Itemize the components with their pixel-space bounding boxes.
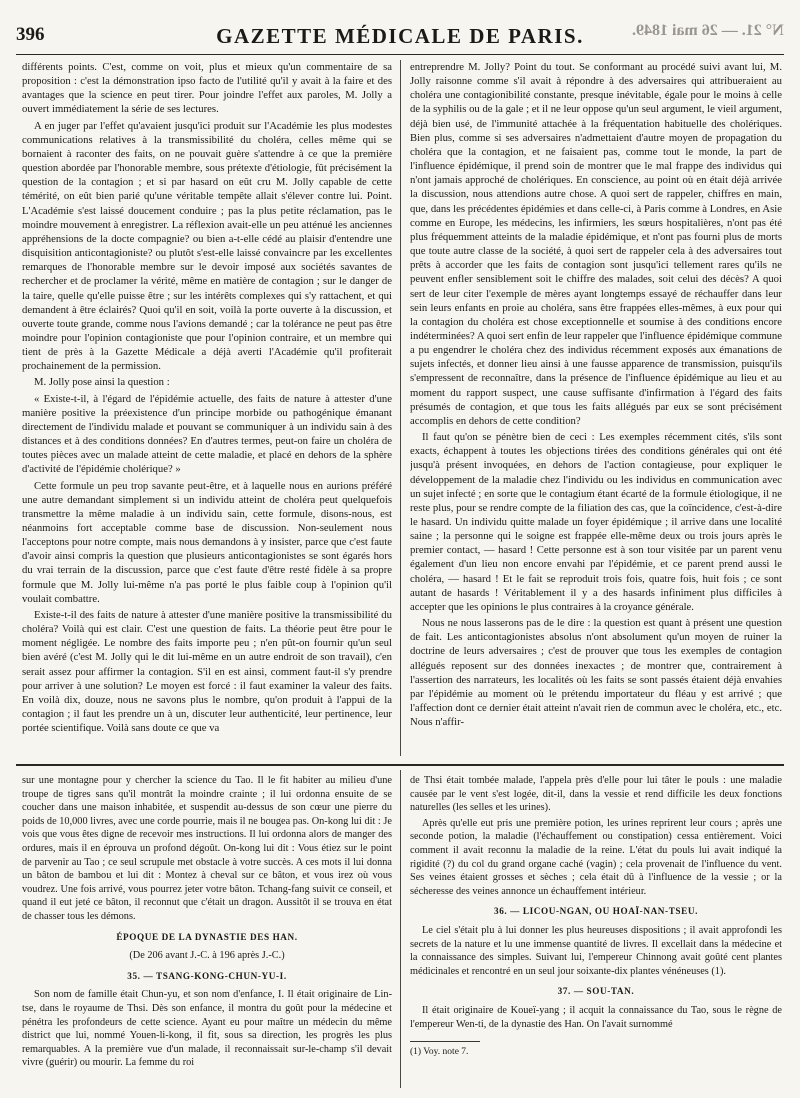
paragraph: Après qu'elle eut pris une première potion, les urines reprirent leur cours ; après une seconde potion, la maladie (l'échauffement ou constipation) cessa entièrement. Voici comment il avait reconnu la maladie de la reine. L'état du pouls lui avait indiqué la rigidité (?) du col du grand organe caché (vagin) ; cela provenait de l'influence du vent. Ses veines étaient grosses et sèches ; cela était dû à l'influence de la vessie ; or la sécheresse des veines annonce un échauffement intérieur.: [410, 817, 782, 897]
feuilleton-column-right: [410, 774, 782, 1090]
column-divider: [400, 60, 401, 756]
paragraph: Il faut qu'on se pénètre bien de ceci : Les exemples récemment cités, s'ils sont exacts, échappent à toutes les objections tirées des conditions générales qui ont été jusqu'à présent invoquées, en dehors de l'action contagieuse, pour expliquer le développement de la maladie chez l'individu ou les individus en communication avec un sujet infecté ; en sorte que le contagium étant écarté de la formule étiologique, il ne reste plus, pour se rendre compte de la filiation des cas, que la coïncidence, c'est-à-dire le hasard. Un individu quitte malade un foyer épidémique ; il arrive dans une localité saine ; la personne qui le soigne est frappée elle-même deux ou trois jours après le premier contact, — hasard ! Cette personne est à son tour visitée par un parent venu également d'un lieu non encore envahi par l'épidémie, et ce parent prend aussi le choléra, — hasard ! Et le fait se reproduit trois fois, quatre fois, huit fois ; ce sont autant de hasards ! Véritablement il y a des hasards infiniment plus difficiles à accepter que les opinions le plus contraires à la croyance générale.: [410, 431, 782, 613]
paragraph: Son nom de famille était Chun-yu, et son nom d'enfance, I. Il était originaire de Lin-tse, dans le royaume de Thsi. Dès son enfance, il montra du goût pour la médecine et pénétra les profondeurs de cette science. Ayant eu pour maître un médecin du même district que lui, nommé Youen-li-kong, il fit, sous sa direction, les progrès les plus remarquables. A la première vue d'un malade, il reconnaissait sur-le-champ s'il devait vivre (guérir) ou mourir. La femme du roi: [22, 989, 392, 1069]
entry-heading: 37. — SOU-TAN.: [557, 986, 635, 997]
paragraph: Existe-t-il des faits de nature à attester d'une manière positive la transmissibilité du choléra? Voilà qui est clair. C'est une question de faits. La théorie peut être pour le moment négligée. Le nombre des faits importe peu ; n'en pût-on fournir qu'un seul bien avéré (c'est M. Jolly qui le dit lui-même en un autre endroit de son travail), c'en serait assez pour affirmer la contagion. S'il en est ainsi, comment faut-il s'y prendre pour arriver à une solution? Le moyen est forcé : il faut examiner la valeur des faits. En voilà dix, douze, nous ne savons plus le nombre, qu'on produit à l'appui de la contagion ; il faut les prendre un à un, discuter leur authenticité, leur pertinence, leur portée scientifique. Voilà sans doute ce que va: [22, 608, 392, 735]
paragraph: différents points. C'est, comme on voit, plus et mieux qu'un commentaire de sa proposition : c'est la démonstration ipso facto de l'utilité qu'il y avait à la faire et des avantages que la science en peut tirer. Pour joindre l'effet aux paroles, M. Jolly a ouvert immédiatement la série de ses lectures.: [22, 61, 392, 116]
page-header: [16, 14, 784, 55]
entry-heading: 36. — LICOU-NGAN, OU HOAÏ-NAN-TSEU.: [494, 906, 698, 917]
paragraph: Le ciel s'était plu à lui donner les plus heureuses dispositions ; il avait approfondi les secrets de la nature et lu une immense quantité de livres. Il excellait dans la médecine et la connaissance des simples. Suivant lui, l'empereur Chinnong avait goûté cent plantes médicinales et rencontré en un seul jour soixante-dix plantes vénéneuses (1).: [410, 924, 782, 977]
paragraph: M. Jolly pose ainsi la question :: [34, 376, 170, 389]
paragraph: Nous ne nous lasserons pas de le dire : la question est quant à présent une question de fait. Les anticontagionistes absolus n'ont absolument qu'un moyen de ruiner la doctrine de leurs adversaires ; c'est de prouver que tous les exemples de contagion allégués reposent sur des données inexactes ; de montrer que, contrairement à l'assertion des narrateurs, les localités où les faits se sont passés étaient déjà envahies par l'épidémie au moment où le prétendu importateur du fléau y est arrivé ; que l'affection dont ce dernier était atteint n'avait rien de commun avec le choléra, etc., etc. Nous n'affir-: [410, 617, 782, 729]
page-number: 396: [16, 24, 45, 45]
quoted-question: « Existe-t-il, à l'égard de l'épidémie actuelle, des faits de nature à attester d'une manière positive la préexistence d'un principe morbide ou pathogénique émanant directement de l'individu malade et pouvant se communiquer à un individu sain à des distances et à des conditions données? En d'autres termes, peut-on faire un choléra de toutes pièces avec un malade atteint de cette maladie, et placé en dehors de la sphère d'activité de l'épidémie cholérique? »: [22, 392, 392, 476]
article-column-left: [22, 60, 392, 758]
paragraph: entreprendre M. Jolly? Point du tout. Se conformant au procédé suivi avant lui, M. Jolly raisonne comme s'il avait à répondre à des adversaires qui attribueraient au choléra une contagionibilité constante, presque inévitable, égale pour le moins à celle de la syphilis ou de la gale ; et il ne leur oppose qu'un seul argument, le vieil argument, déjà bien usé, de l'immunité attachée à la fréquentation habituelle des cholériques. Bien plus, comme si ses adversaires n'admettaient d'autre moyen de propagation du choléra que la contagion, et ne faisaient pas, comme tout le monde, la part de l'influence épidémique, il prend soin de montrer que le mal frappe des individus qui n'ont jamais approché de cholériques. En conscience, au point où en était déjà arrivée la discussion, nous attendions autre chose. A quoi sert de rappeler, chiffres en main, que, dans les précédentes épidémies et dans celle-ci, à Paris comme à Londres, en Asie comme en Europe, les médecins, les infirmiers, les sœurs hospitalières, n'ont pas été plus fréquemment atteints de la maladie épidémique, et n'ont pas fourni plus de morts que toute autre classe de la société, à quoi sert de rappeler cela à des adversaires tout prêts à accorder que les faits de contagion sont jusqu'ici tellement rares qu'ils ne peuvent enfler sensiblement soit le chiffre des malades, soit celui des décès? A quoi sert de leur citer l'exemple de mères ayant longtemps essayé de réchauffer dans leur sein leurs enfants en proie au choléra, sans être frappées elles-mêmes, à eux pour qui la contagion du choléra est chose exceptionnelle et soumise à des conditions encore indéterminées? A quoi sert enfin de leur rappeler que l'influence épidémique commune a pu engendrer le choléra chez des individus récemment exposés aux émanations de sujets infectés, et donner lieu ainsi à une fausse apparence de transmission, puisqu'ils s'empressent de reconnaître, dans la présence de l'influence épidémique au lieu et au moment du rapport suspect, une cause suffisante d'infirmation à l'égard des faits présumés de contagion, et que tous les faits allégués par eux se sont précisément accomplis en dehors de cette condition?: [410, 61, 782, 427]
section-divider: [16, 764, 784, 766]
paragraph: sur une montagne pour y chercher la science du Tao. Il le fit habiter au milieu d'une troupe de tigres sans qu'il montrât la moindre crainte ; il lui ordonna ensuite de se coucher dans une maison inhabitée, et suspendit au-dessus de son cœur une pierre du poids de 10,000 livres, avec une corde pourrie, mais il ne bougea pas. On-kong lui dit : Je vois que vous êtes digne de recevoir mes instructions. Il lui ordonna alors de manger des ordures, mais il en éprouva un profond dégoût. On-kong lui dit : Vous étiez sur le point de parvenir au Tao ; ce seul scrupule met obstacle à votre succès. A ces mots il lui donna un bâton de bambou et lui dit : Montez à cheval sur ce bâton, et vous irez où vous voudrez. Une fois arrivé, vous pourrez jeter votre bâton. Tchang-fang suivit ce conseil, et quand il eut jeté ce bâton, il reconnut que c'était un dragon. Aussitôt il se trouva en état de chasser tous les démons.: [22, 775, 392, 922]
paragraph: Il était originaire de Koueï-yang ; il acquit la connaissance du Tao, sous le règne de l'empereur Wen-ti, de la dynastie des Han. On l'avait surnommé: [410, 1004, 782, 1030]
section-heading: ÉPOQUE DE LA DYNASTIE DES HAN.: [116, 931, 298, 942]
paragraph: A en juger par l'effet qu'avaient jusqu'ici produit sur l'Académie les plus modestes communications relatives à la transmissibilité du choléra, celles même qui se bornaient à raconter des faits, on ne pouvait guère s'attendre à ce que la première question abordée par l'honorable membre, sous prétexte d'étiologie, fût précisément la question de la contagion ; et si par hasard on eût cru M. Jolly capable de cette témérité, on eût bien parié qu'une véritable tempête allait s'élever contre lui. Point. L'Académie s'est laissé doucement conduire ; pas la plus petite réclamation, pas le moindre mouvement à enregistrer. La réflexion avait-elle un peu atténué les anciennes appréhensions de la docte compagnie? ou bien a-t-elle cédé au plaisir d'entendre une disquisition anticontagioniste? ou plutôt s'est-elle laissé convaincre par les excellentes remarques de l'honorable membre sur le devoir imposé aux sociétés savantes de rechercher et de proclamer la vérité, même en matière de contagion ; sur le danger de la taire, quelle qu'elle puisse être ; sur les intérêts complexes qui s'y rattachent, et qui demandent à être éclairés? Quoi qu'il en soit, voilà la porte ouverte à la discussion, et ouverte toute grande, comme nous l'avions demandé ; car la tolérance ne peut pas être moindre pour l'opinion contagioniste que pour l'opinion contraire, et un membre qui tient de près à la Gazette Médicale a déjà averti l'Académie qu'il profiterait prochainement de la permission.: [22, 119, 392, 373]
footnote: (1) Voy. note 7.: [410, 1047, 469, 1058]
journal-title: GAZETTE MÉDICALE DE PARIS.: [216, 24, 584, 48]
paragraph: Cette formule un peu trop savante peut-être, et à laquelle nous en aurions préféré une autre demandant simplement si un individu atteint de choléra peut quelquefois transmettre la même maladie à un individu sain, cette formule, disons-nous, est néanmoins fort acceptable comme base de discussion. Non-seulement nous l'acceptons pour notre compte, mais nous demandons à y insister, parce que c'est faute d'avoir ainsi compris la question que plusieurs anticontagionistes se sont égarés hors du vrai terrain de la discussion, parce que c'est faute d'être resté fidèle à sa propre formule que M. Jolly lui-même n'a pas porté le plus faible coup à l'opinion qu'il voulait combattre.: [22, 479, 392, 605]
show-through-date: N° 21. — 26 mai 1849.: [632, 22, 784, 39]
paragraph: de Thsi était tombée malade, l'appela près d'elle pour lui tâter le pouls : une maladie causée par le vent s'est logée, dit-il, dans la vessie et rend difficile les deux fonctions naturelles (les selles et les urines).: [410, 775, 782, 814]
date-range: (De 206 avant J.-C. à 196 après J.-C.): [129, 950, 285, 962]
article-column-right: [410, 60, 782, 758]
column-divider: [400, 770, 401, 1088]
footnote-rule: [410, 1041, 480, 1042]
entry-heading: 35. — TSANG-KONG-CHUN-YU-I.: [127, 970, 287, 981]
feuilleton-column-left: [22, 774, 392, 1090]
